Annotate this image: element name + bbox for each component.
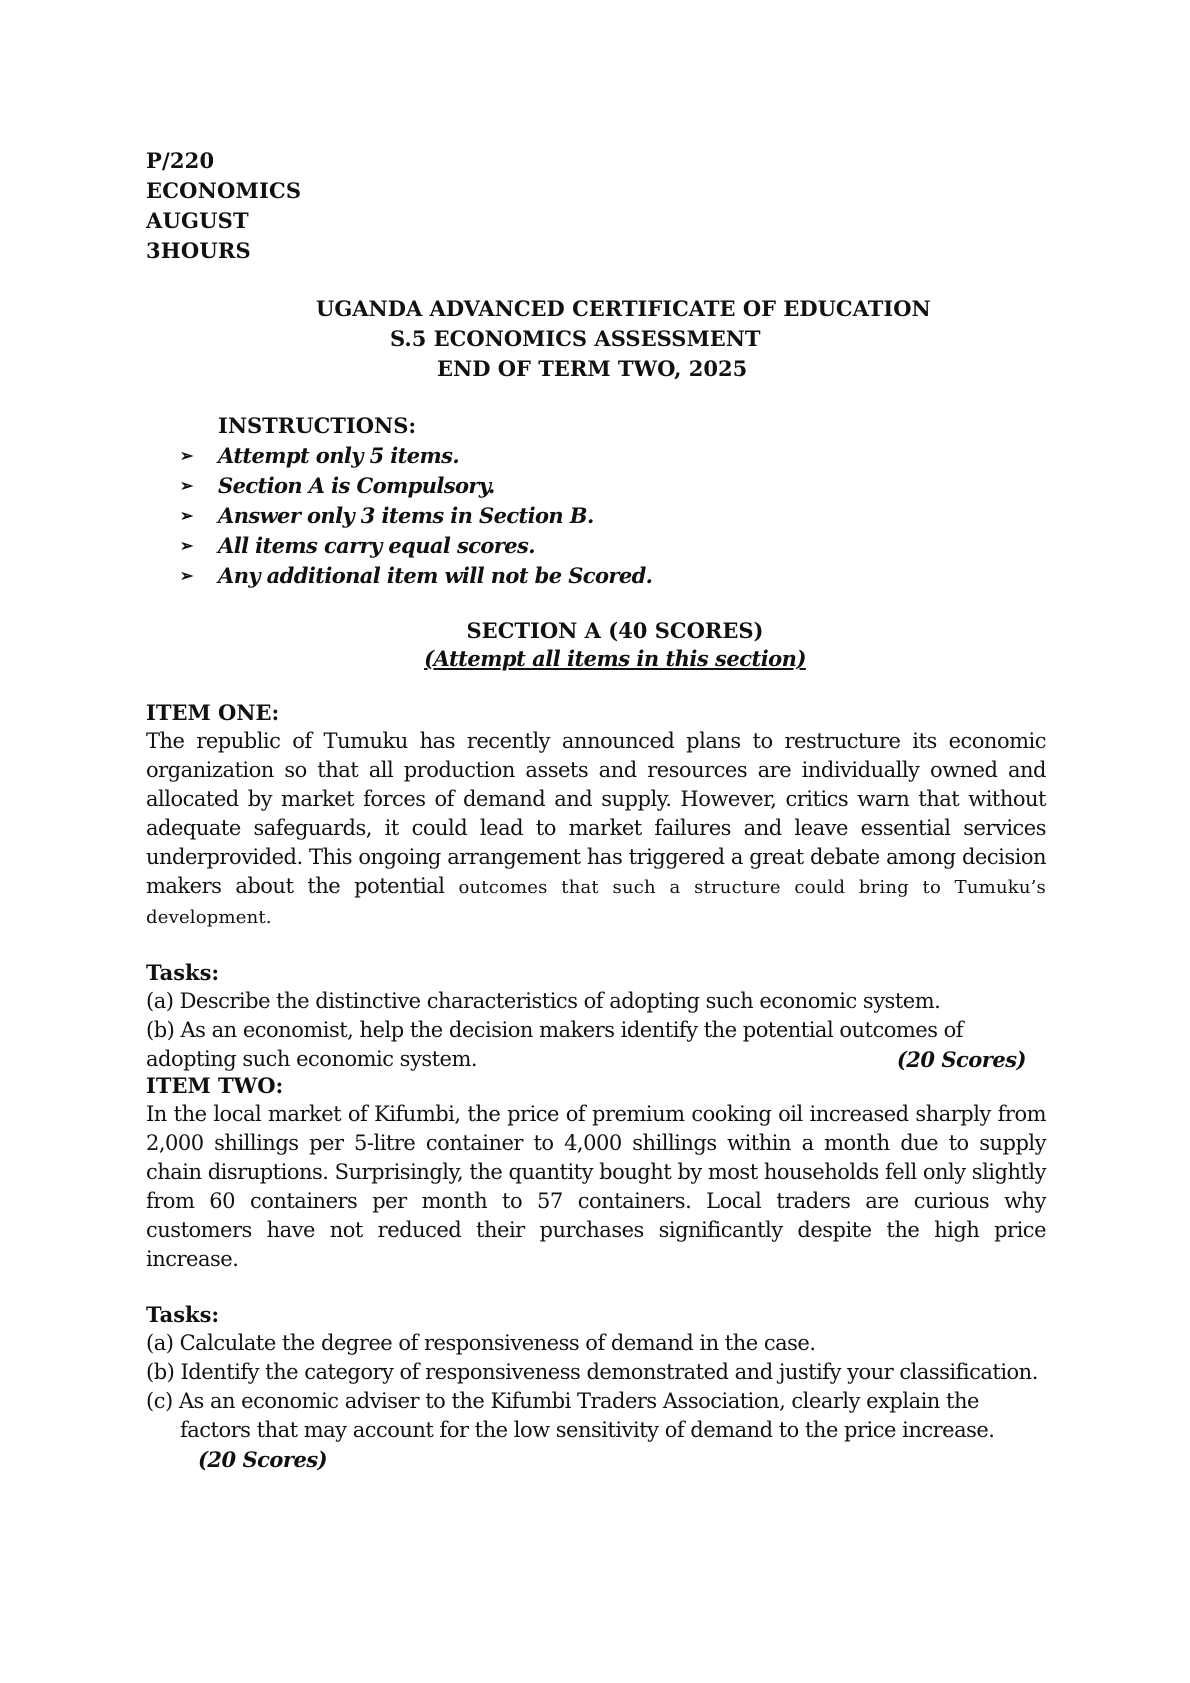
item-one [146,698,1046,1074]
title-line-3: END OF TERM TWO, 2025 [437,356,748,381]
instruction-item: ➢ Attempt only 5 items. [180,441,652,471]
item-one-tasks-title: Tasks: [146,960,220,985]
arrowhead-bullet-icon: ➢ [180,476,193,495]
item-two-task-a: (a) Calculate the degree of responsiveness of demand in the case. [146,1331,816,1355]
item-one-heading: ITEM ONE: [146,700,280,725]
instructions [180,411,652,591]
arrowhead-bullet-icon: ➢ [180,506,193,525]
title-line-2: S.5 ECONOMICS ASSESSMENT [390,326,761,351]
arrowhead-bullet-icon: ➢ [180,536,193,555]
item-one-task-a: (a) Describe the distinctive characteristics of adopting such economic system. [146,989,941,1013]
item-two [146,1071,1046,1475]
item-two-tasks-title: Tasks: [146,1302,220,1327]
item-two-task-c: (c) As an economic adviser to the Kifumbi Traders Association, clearly explain the factors that may account for the low sensitivity of demand to the price increase.(20 Scores) [146,1389,995,1472]
item-two-scenario: In the local market of Kifumbi, the price of premium cooking oil increased sharply from 2,000 shillings per 5-litre container to 4,000 shillings within a month due to supply chain disruptions. Surprisingly, the quantity bought by most households fell only slightly from 60 containers per month to 57 containers. Local traders are curious why customers have not reduced their purchases significantly despite the high price increase. [146,1102,1046,1271]
exam-duration: 3HOURS [146,238,251,263]
paper-header [146,146,301,266]
arrowhead-bullet-icon: ➢ [180,566,193,585]
instruction-item: ➢ All items carry equal scores. [180,531,652,561]
item-one-task-b: (b) As an economist, help the decision makers identify the potential outcomes of adopting such economic system. (20 Scores) [146,1018,1026,1072]
instruction-list [180,441,652,591]
paper-code: P/220 [146,148,215,173]
item-one-score: (20 Scores) [896,1047,1026,1072]
arrowhead-bullet-icon: ➢ [180,446,193,465]
section-a-subtitle: (Attempt all items in this section) [424,646,806,671]
section-a-heading [0,617,1190,673]
item-one-scenario: The republic of Tumuku has recently announced plans to restructure its economic organization so that all production assets and resources are individually owned and allocated by market forces of demand and supply. However, critics warn that without adequate safeguards, it could lead to market failures and leave essential services underprovided. This ongoing arrangement has triggered a great debate among decision makers about the potential outcomes that such a structure could bring to Tumuku’s development. [146,729,1046,928]
instruction-item: ➢ Answer only 3 items in Section B. [180,501,652,531]
exam-month: AUGUST [146,208,249,233]
item-one-scenario-end: outcomes that such a structure could bring to Tumuku’s development. [146,877,1046,928]
title-line-1: UGANDA ADVANCED CERTIFICATE OF EDUCATION [316,296,931,321]
instruction-item: ➢ Any additional item will not be Scored. [180,561,652,591]
item-two-heading: ITEM TWO: [146,1073,284,1098]
instruction-item: ➢ Section A is Compulsory. [180,471,652,501]
item-two-score: (20 Scores) [198,1447,328,1472]
item-two-task-b: (b) Identify the category of responsiveness demonstrated and justify your classification. [146,1360,1038,1384]
section-a-title: SECTION A (40 SCORES) [466,618,764,643]
instructions-title: INSTRUCTIONS: [218,413,417,438]
subject: ECONOMICS [146,178,302,203]
